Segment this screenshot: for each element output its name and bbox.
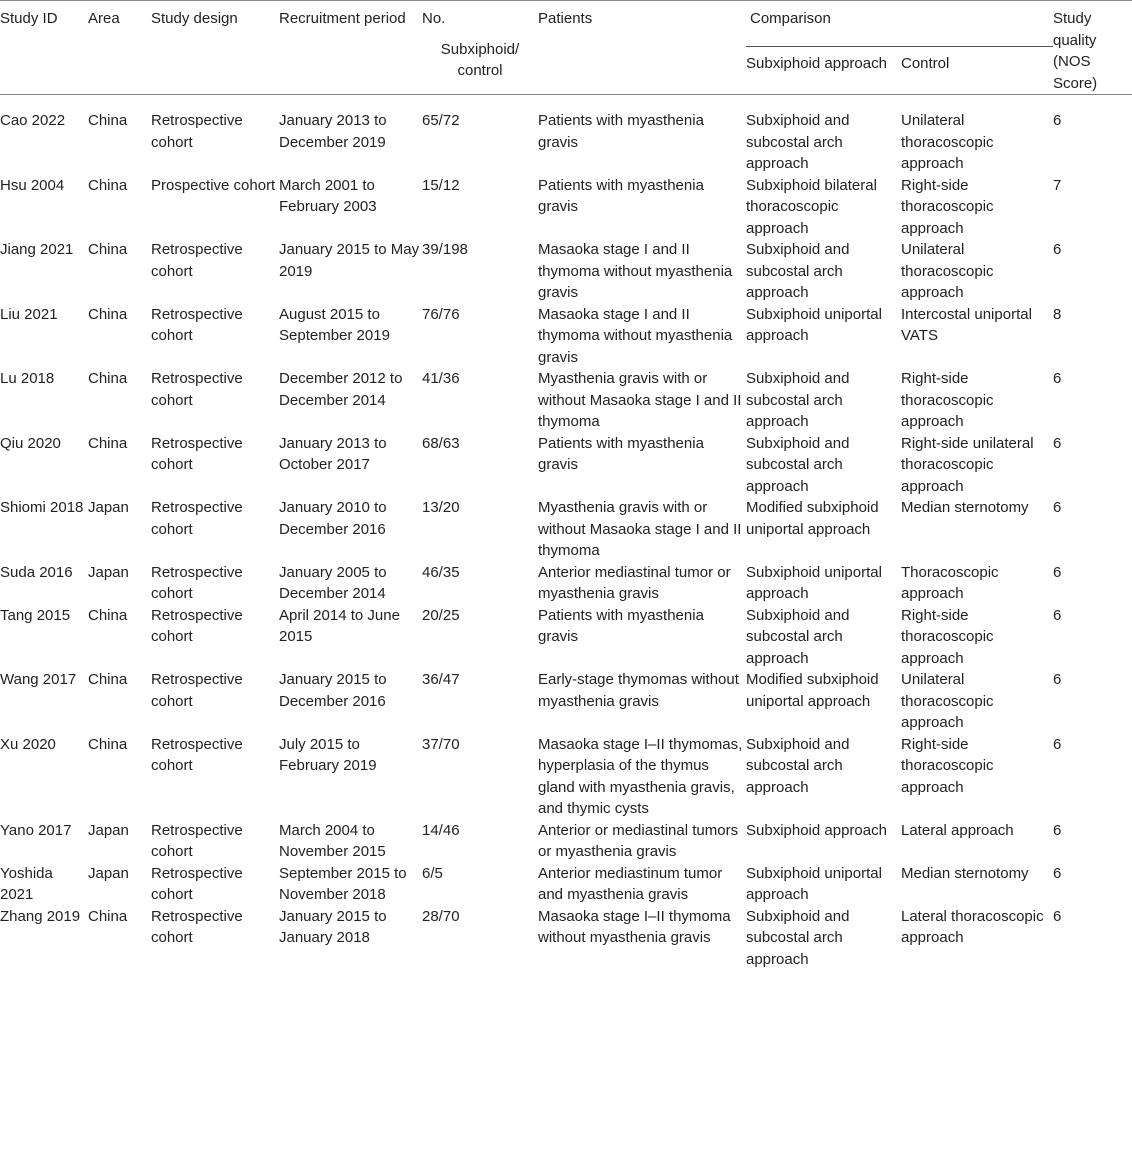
cell-number: 39/198	[422, 241, 468, 258]
cell-area: Japan	[88, 563, 129, 581]
cell-study-quality: 6	[1053, 112, 1062, 129]
cell-recruitment-period: January 2005 to December 2014	[279, 563, 387, 602]
cell-study-quality: 6	[1053, 606, 1062, 624]
cell-patients: Anterior or mediastinal tumors or myasthenia gravis	[538, 821, 739, 860]
cell-subxiphoid-approach: Subxiphoid and subcostal arch approach	[746, 907, 850, 968]
cell-control: Median sternotomy	[901, 499, 1029, 516]
cell-number: 36/47	[422, 671, 460, 688]
cell-subxiphoid-approach: Subxiphoid uniportal approach	[746, 563, 882, 602]
header-control: Control	[901, 55, 950, 73]
cell-subxiphoid-approach: Subxiphoid approach	[746, 821, 887, 839]
header-area: Area	[88, 10, 120, 27]
header-subxiphoid-approach: Subxiphoid approach	[746, 55, 887, 73]
header-study-id: Study ID	[0, 10, 58, 27]
cell-subxiphoid-approach: Subxiphoid uniportal approach	[746, 305, 882, 344]
cell-recruitment-period: January 2015 to January 2018	[279, 907, 387, 946]
cell-number: 13/20	[422, 499, 460, 516]
cell-subxiphoid-approach: Subxiphoid and subcostal arch approach	[746, 735, 850, 796]
cell-recruitment-period: January 2010 to December 2016	[279, 499, 387, 538]
header-study-quality: Study quality (NOS Score)	[1053, 10, 1098, 92]
cell-control: Median sternotomy	[901, 864, 1029, 882]
cell-patients: Masaoka stage I and II thymoma without myasthenia gravis	[538, 305, 733, 366]
cell-recruitment-period: August 2015 to September 2019	[279, 305, 390, 344]
cell-study-quality: 6	[1053, 241, 1062, 258]
cell-study-id: Tang 2015	[0, 606, 71, 624]
cell-study-design: Retrospective cohort	[151, 241, 243, 280]
cell-number: 41/36	[422, 370, 460, 387]
cell-study-quality: 6	[1053, 735, 1062, 753]
table-row	[0, 433, 1132, 498]
cell-control: Lateral thoracoscopic approach	[901, 907, 1044, 946]
cell-subxiphoid-approach: Subxiphoid and subcostal arch approach	[746, 434, 850, 495]
cell-recruitment-period: April 2014 to June 2015	[279, 606, 400, 645]
cell-study-design: Retrospective cohort	[151, 112, 243, 151]
cell-subxiphoid-approach: Subxiphoid bilateral thoracoscopic approach	[746, 176, 877, 237]
cell-study-id: Hsu 2004	[0, 176, 65, 194]
cell-number: 28/70	[422, 907, 460, 925]
cell-control: Right-side thoracoscopic approach	[901, 735, 994, 796]
cell-patients: Patients with myasthenia gravis	[538, 606, 704, 645]
cell-number: 37/70	[422, 735, 460, 753]
cell-patients: Patients with myasthenia gravis	[538, 176, 704, 215]
cell-recruitment-period: September 2015 to November 2018	[279, 864, 407, 903]
cell-control: Right-side thoracoscopic approach	[901, 370, 994, 430]
cell-area: China	[88, 176, 128, 194]
cell-study-design: Retrospective cohort	[151, 563, 243, 602]
table-row	[0, 95, 1132, 175]
cell-number: 15/12	[422, 176, 460, 194]
table-row	[0, 304, 1132, 369]
cell-patients: Masaoka stage I–II thymomas, hyperplasia of the thymus gland with myasthenia gravis, and thymic cysts	[538, 735, 743, 817]
cell-patients: Masaoka stage I–II thymoma without myasthenia gravis	[538, 907, 731, 946]
header-number	[422, 1, 538, 95]
cell-patients: Patients with myasthenia gravis	[538, 112, 704, 151]
table-row	[0, 734, 1132, 820]
cell-number: 65/72	[422, 112, 460, 129]
cell-study-quality: 7	[1053, 176, 1062, 194]
cell-area: China	[88, 112, 128, 129]
cell-study-design: Retrospective cohort	[151, 499, 243, 538]
cell-subxiphoid-approach: Subxiphoid and subcostal arch approach	[746, 606, 850, 667]
cell-study-design: Prospective cohort	[151, 176, 276, 194]
cell-recruitment-period: January 2015 to December 2016	[279, 671, 387, 710]
cell-study-quality: 6	[1053, 499, 1062, 516]
cell-recruitment-period: January 2013 to December 2019	[279, 112, 387, 151]
cell-study-design: Retrospective cohort	[151, 434, 243, 473]
cell-patients: Masaoka stage I and II thymoma without myasthenia gravis	[538, 241, 733, 301]
cell-control: Lateral approach	[901, 821, 1014, 839]
cell-study-design: Retrospective cohort	[151, 671, 243, 710]
header-study-design: Study design	[151, 10, 238, 27]
cell-study-id: Yano 2017	[0, 821, 72, 839]
cell-study-design: Retrospective cohort	[151, 305, 243, 344]
cell-study-id: Jiang 2021	[0, 241, 74, 258]
table-row	[0, 239, 1132, 304]
table-header	[0, 1, 1132, 95]
cell-area: China	[88, 735, 128, 753]
table-row	[0, 605, 1132, 670]
cell-recruitment-period: March 2004 to November 2015	[279, 821, 386, 860]
cell-study-quality: 6	[1053, 370, 1062, 387]
cell-control: Unilateral thoracoscopic approach	[901, 241, 994, 301]
cell-area: China	[88, 370, 128, 387]
cell-subxiphoid-approach: Subxiphoid and subcostal arch approach	[746, 112, 850, 172]
cell-study-id: Yoshida 2021	[0, 864, 53, 903]
cell-study-id: Xu 2020	[0, 735, 56, 753]
cell-study-quality: 8	[1053, 305, 1062, 323]
header-comparison-label: Comparison	[750, 10, 831, 27]
cell-number: 6/5	[422, 864, 443, 882]
cell-study-design: Retrospective cohort	[151, 370, 243, 409]
cell-area: China	[88, 434, 128, 452]
cell-study-quality: 6	[1053, 864, 1062, 882]
cell-area: China	[88, 907, 128, 925]
cell-control: Right-side thoracoscopic approach	[901, 176, 994, 237]
table-body	[0, 95, 1132, 971]
cell-recruitment-period: January 2015 to May 2019	[279, 241, 420, 280]
cell-area: China	[88, 671, 128, 688]
cell-patients: Anterior mediastinum tumor and myasthenia gravis	[538, 864, 723, 903]
cell-study-id: Cao 2022	[0, 112, 66, 129]
cell-study-quality: 6	[1053, 907, 1062, 925]
cell-number: 76/76	[422, 305, 460, 323]
cell-number: 46/35	[422, 563, 460, 581]
cell-study-design: Retrospective cohort	[151, 907, 243, 946]
cell-study-id: Lu 2018	[0, 370, 55, 387]
cell-control: Unilateral thoracoscopic approach	[901, 671, 994, 731]
cell-study-design: Retrospective cohort	[151, 606, 243, 645]
table-row	[0, 497, 1132, 562]
cell-subxiphoid-approach: Modified subxiphoid uniportal approach	[746, 499, 879, 538]
cell-subxiphoid-approach: Subxiphoid and subcostal arch approach	[746, 241, 850, 301]
table-row	[0, 669, 1132, 734]
table-row	[0, 906, 1132, 971]
table-row	[0, 820, 1132, 863]
header-patients: Patients	[538, 10, 593, 27]
cell-area: China	[88, 606, 128, 624]
cell-study-quality: 6	[1053, 434, 1062, 452]
cell-recruitment-period: March 2001 to February 2003	[279, 176, 377, 215]
table-row	[0, 863, 1132, 906]
cell-subxiphoid-approach: Subxiphoid uniportal approach	[746, 864, 882, 903]
cell-study-quality: 6	[1053, 821, 1062, 839]
cell-number: 20/25	[422, 606, 460, 624]
cell-recruitment-period: July 2015 to February 2019	[279, 735, 377, 774]
cell-number: 14/46	[422, 821, 460, 839]
cell-patients: Patients with myasthenia gravis	[538, 434, 704, 473]
cell-control: Thoracoscopic approach	[901, 563, 999, 602]
header-comparison	[746, 1, 1053, 47]
cell-study-id: Liu 2021	[0, 305, 58, 323]
cell-study-quality: 6	[1053, 563, 1062, 581]
cell-recruitment-period: January 2013 to October 2017	[279, 434, 387, 473]
cell-patients: Early-stage thymomas without myasthenia gravis	[538, 671, 739, 710]
table-row	[0, 175, 1132, 240]
cell-study-design: Retrospective cohort	[151, 864, 243, 903]
cell-patients: Myasthenia gravis with or without Masaoka stage I and II thymoma	[538, 370, 742, 430]
header-recruitment-period: Recruitment period	[279, 10, 406, 27]
cell-subxiphoid-approach: Modified subxiphoid uniportal approach	[746, 671, 879, 710]
cell-study-design: Retrospective cohort	[151, 735, 243, 774]
cell-study-id: Wang 2017	[0, 671, 77, 688]
cell-control: Right-side thoracoscopic approach	[901, 606, 994, 667]
table-row	[0, 368, 1132, 433]
cell-area: Japan	[88, 864, 129, 882]
cell-study-design: Retrospective cohort	[151, 821, 243, 860]
cell-study-id: Suda 2016	[0, 563, 73, 581]
cell-study-quality: 6	[1053, 671, 1062, 688]
cell-number: 68/63	[422, 434, 460, 452]
cell-study-id: Shiomi 2018	[0, 499, 84, 516]
cell-patients: Myasthenia gravis with or without Masaoka stage I and II thymoma	[538, 499, 742, 559]
cell-area: China	[88, 305, 128, 323]
cell-study-id: Qiu 2020	[0, 434, 61, 452]
table-row	[0, 562, 1132, 605]
cell-area: Japan	[88, 499, 129, 516]
cell-control: Right-side unilateral thoracoscopic approach	[901, 434, 1034, 495]
cell-study-id: Zhang 2019	[0, 907, 81, 925]
cell-area: China	[88, 241, 128, 258]
header-no-label: No.	[422, 10, 446, 27]
cell-subxiphoid-approach: Subxiphoid and subcostal arch approach	[746, 370, 850, 430]
cell-patients: Anterior mediastinal tumor or myasthenia gravis	[538, 563, 731, 602]
cell-control: Intercostal uniportal VATS	[901, 305, 1032, 344]
cell-area: Japan	[88, 821, 129, 839]
cell-recruitment-period: December 2012 to December 2014	[279, 370, 403, 409]
cell-control: Unilateral thoracoscopic approach	[901, 112, 994, 172]
header-no-sub-label: Subxiphoid/ control	[440, 40, 520, 79]
